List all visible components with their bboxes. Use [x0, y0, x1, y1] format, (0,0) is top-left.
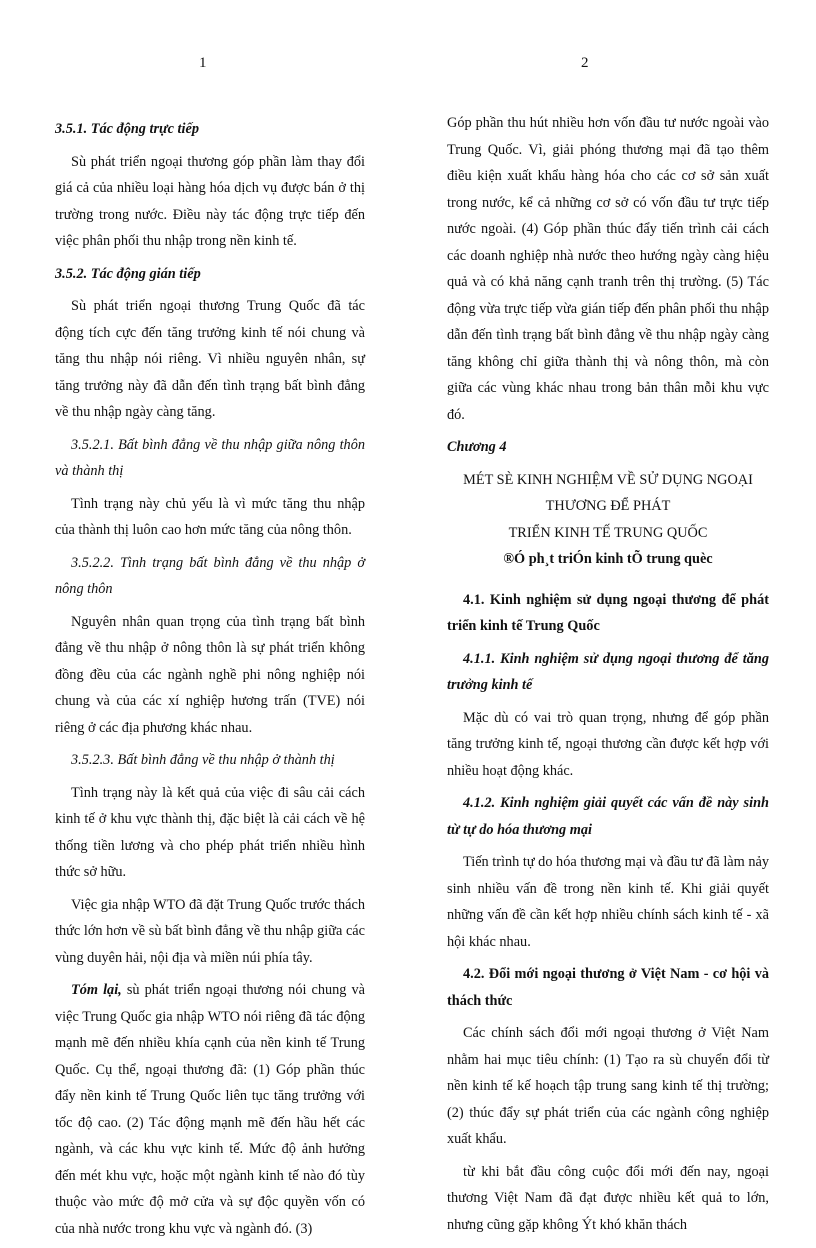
- heading-3-5-2-2: 3.5.2.2. Tình trạng bất bình đẳng về thu nhập ở nông thôn: [55, 554, 365, 597]
- heading-3-5-1: 3.5.1. Tác động trực tiếp: [55, 121, 199, 137]
- paragraph: Tiến trình tự do hóa thương mại và đầu tư đã làm nảy sinh nhiều vấn đề trong nền kinh tế. Khi giải quyết những vấn đề cần kết hợp nhiều chính sách kinh tế - xã hội khác nhau.: [447, 854, 769, 950]
- chapter-title-line-1: MÉT SÈ KINH NGHIỆM VỀ SỬ DỤNG NGOẠI THƯƠNG ĐỂ PHÁT: [463, 471, 753, 514]
- paragraph: Các chính sách đổi mới ngoại thương ở Việt Nam nhằm hai mục tiêu chính: (1) Tạo ra sù chuyển đổi từ nền kinh tế kế hoạch tập trung sang kinh tế thị trường; (2) thúc đẩy sự phát triển của các ngành công nghiệp xuất khẩu.: [447, 1025, 769, 1147]
- left-column: [55, 116, 365, 1248]
- page-number-left: 1: [199, 55, 207, 71]
- page-number-right: 2: [581, 55, 589, 71]
- paragraph: Sù phát triển ngoại thương Trung Quốc đã tác động tích cực đến tăng trưởng kinh tế nói chung và tăng thu nhập nói riêng. Vì nhiều nguyên nhân, sự tăng trưởng này đã dẫn đến tình trạng bất bình đẳng về thu nhập ngày càng tăng.: [55, 298, 365, 420]
- summary-lead: Tóm lại,: [71, 982, 122, 998]
- heading-4-1: 4.1. Kinh nghiệm sử dụng ngoại thương để phát triển kinh tế Trung Quốc: [447, 591, 769, 634]
- paragraph: Góp phần thu hút nhiều hơn vốn đầu tư nước ngoài vào Trung Quốc. Vì, giải phóng thương mại đã tạo thêm điều kiện xuất khẩu hàng hóa cho các cơ sở sản xuất trong nước, kể cả những cơ sở có vốn đầu tư trực tiếp nước ngoài. (4) Góp phần thúc đẩy tiến trình cải cách các doanh nghiệp nhà nước theo hướng ngày càng hiệu quả và có khả năng cạnh tranh trên thị trường. (5) Tác động vừa trực tiếp vừa gián tiếp đến phân phối thu nhập dẫn đến tình trạng bất bình đẳng về thu nhập ngày càng tăng không chỉ giữa thành thị và nông thôn, mà còn giữa các vùng khác nhau trong bản thân mỗi khu vực đó.: [447, 115, 769, 423]
- chapter-title-line-2: TRIỂN KINH TẾ TRUNG QUỐC: [508, 524, 708, 541]
- paragraph: Tình trạng này là kết quả của việc đi sâu cải cách kinh tế ở khu vực thành thị, đặc biệt là cải cách về hệ thống tiền lương và cho phép phát triển nhiều hình thức sở hữu.: [55, 784, 365, 880]
- paragraph: từ khi bắt đầu công cuộc đổi mới đến nay, ngoại thương Việt Nam đã đạt được nhiều kết quả to lớn, nhưng cũng gặp không Ýt khó khăn thách: [447, 1163, 769, 1233]
- heading-3-5-2-3: 3.5.2.3. Bất bình đẳng về thu nhập ở thành thị: [71, 752, 335, 768]
- paragraph: Nguyên nhân quan trọng của tình trạng bất bình đẳng về thu nhập ở nông thôn là sự phát triển không đồng đều của các ngành nghề phi nông nghiệp nói chung và của các xí nghiệp hương trấn (TVE) nói riêng ở các địa phương khác nhau.: [55, 613, 365, 736]
- chapter-title-line-3: ®Ó ph¸t triÓn kinh tÕ trung quèc: [503, 551, 713, 567]
- paragraph: Sù phát triển ngoại thương góp phần làm thay đổi giá cả của nhiều loại hàng hóa dịch vụ được bán ở thị trường trong nước. Điều này tác động trực tiếp đến việc phân phối thu nhập trong nền kinh tế.: [55, 153, 365, 249]
- paragraph: Tình trạng này chủ yếu là vì mức tăng thu nhập của thành thị luôn cao hơn mức tăng của nông thôn.: [55, 495, 365, 538]
- paragraph: Việc gia nhập WTO đã đặt Trung Quốc trước thách thức lớn hơn về sù bất bình đẳng về thu nhập giữa các vùng duyên hải, nội địa và miền núi phía tây.: [55, 896, 365, 966]
- paragraph: Mặc dù có vai trò quan trọng, nhưng để góp phần tăng trưởng kinh tế, ngoại thương cần được kết hợp với nhiều hoạt động khác.: [447, 709, 769, 779]
- heading-4-1-2: 4.1.2. Kinh nghiệm giải quyết các vấn đề này sinh từ tự do hóa thương mại: [447, 795, 769, 838]
- heading-3-5-2: 3.5.2. Tác động gián tiếp: [55, 265, 201, 282]
- heading-3-5-2-1: 3.5.2.1. Bất bình đẳng về thu nhập giữa nông thôn và thành thị: [55, 436, 365, 479]
- heading-4-2: 4.2. Đổi mới ngoại thương ở Việt Nam - cơ hội và thách thức: [447, 966, 769, 1009]
- heading-4-1-1: 4.1.1. Kinh nghiệm sử dụng ngoại thương để tăng trưởng kinh tế: [447, 650, 769, 693]
- chapter-label: Chương 4: [447, 439, 507, 455]
- summary-text: sù phát triển ngoại thương nói chung và việc Trung Quốc gia nhập WTO nói riêng đã tác động mạnh mẽ đến nhiều khía cạnh của nền kinh tế Trung Quốc. Cụ thể, ngoại thương đã: (1) Góp phần thúc đẩy nền kinh tế Trung Quốc liên tục tăng trưởng với tốc độ cao. (2) Tác động mạnh mẽ đến hầu hết các ngành, và các khu vực kinh tế. Mức độ ảnh hưởng đến mét khu vực, hoặc một ngành kinh tế nào đó tùy thuộc vào mức độ mở cửa và sự độc quyền vốn có của nhà nước trong khu vực và ngành đó. (3): [55, 982, 366, 1237]
- right-column: [447, 110, 769, 1244]
- paragraph-summary: [55, 977, 365, 1242]
